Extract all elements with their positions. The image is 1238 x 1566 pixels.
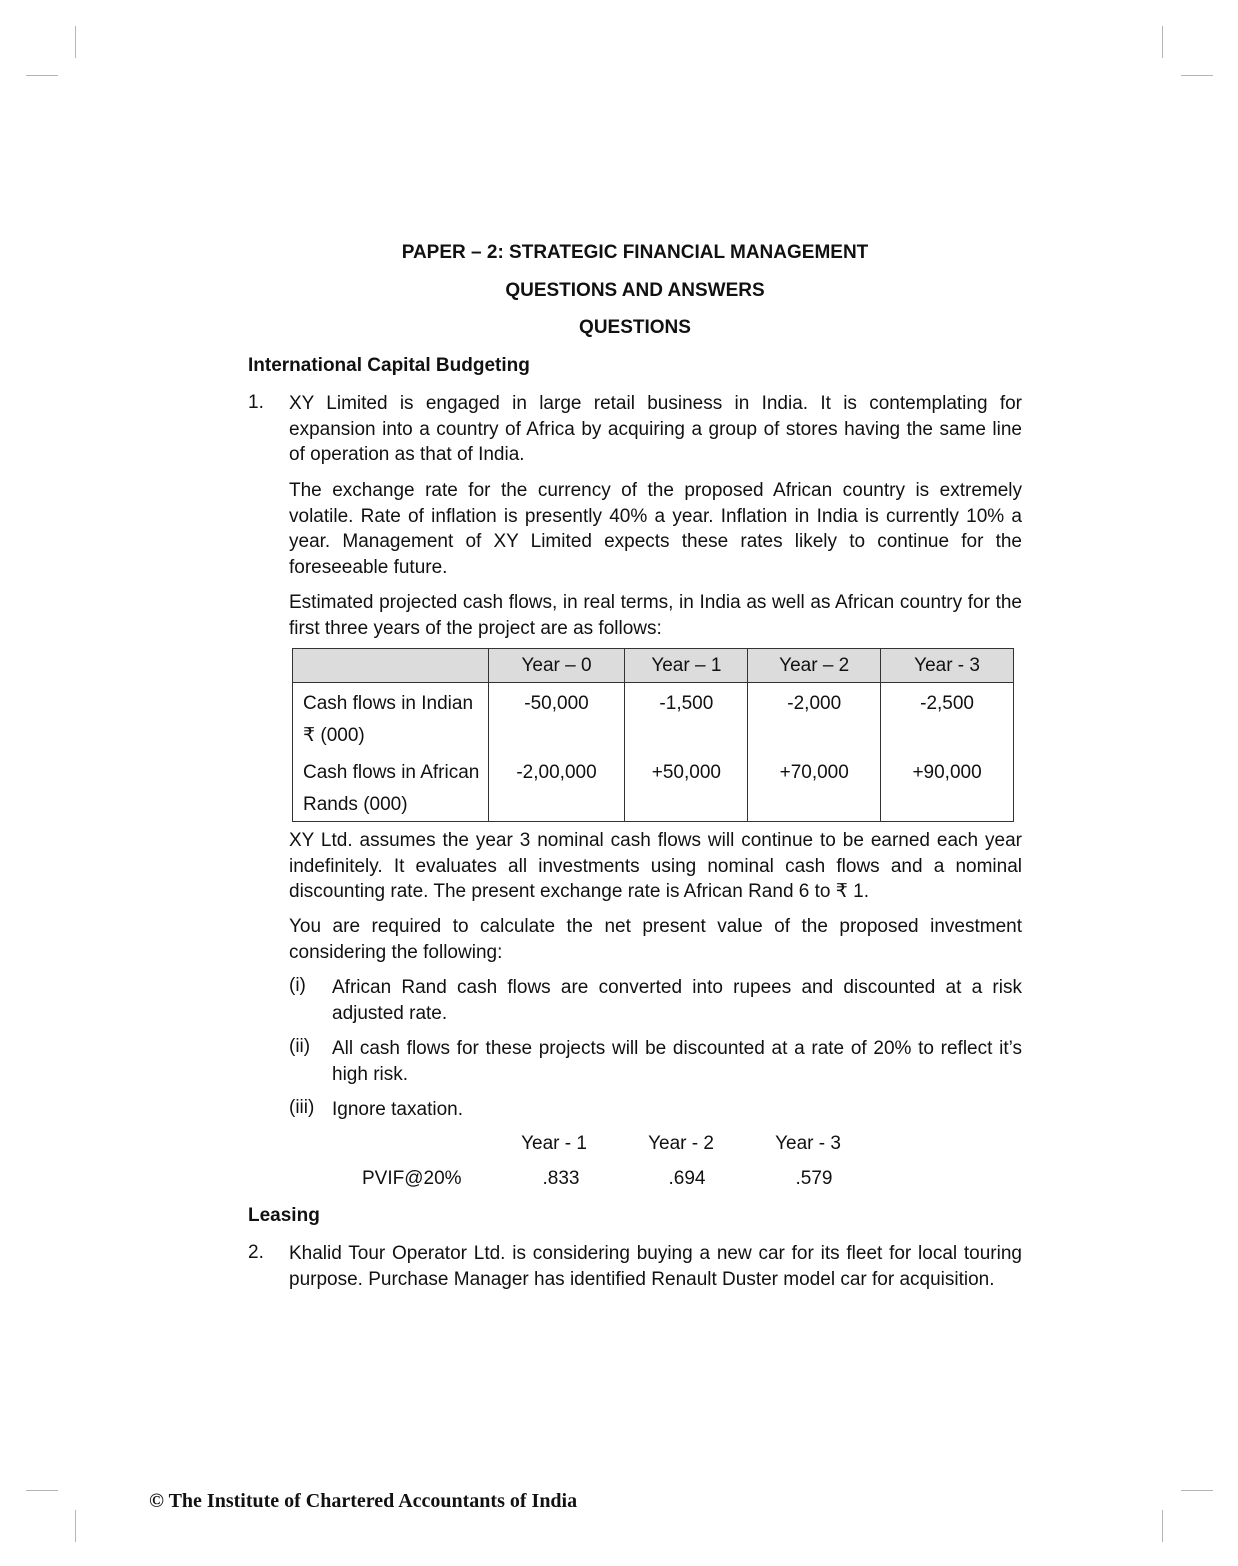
- page-subtitle: QUESTIONS AND ANSWERS: [505, 280, 765, 301]
- list-item: Ignore taxation.: [332, 1099, 463, 1120]
- crop-mark: [1162, 1510, 1163, 1542]
- table-cell: -50,000: [488, 683, 625, 753]
- pvif-year-header: Year - 1: [521, 1133, 587, 1154]
- question-paragraph: Khalid Tour Operator Ltd. is considering buying a new car for its fleet for local touring purpose. Purchase Manager has identified Renault Duster model car for acquisition.: [289, 1243, 1022, 1290]
- question-number: 2.: [248, 1242, 264, 1263]
- footer-copyright: © The Institute of Chartered Accountants of India: [149, 1490, 578, 1512]
- table-cell: -2,500: [881, 683, 1014, 753]
- table-row-label: Cash flows in African Rands (000): [293, 752, 489, 822]
- list-item: All cash flows for these projects will be discounted at a rate of 20% to reflect it’s high risk.: [332, 1038, 1022, 1085]
- crop-mark: [75, 26, 76, 58]
- table-cell: -1,500: [625, 683, 748, 753]
- paper-title: PAPER – 2: STRATEGIC FINANCIAL MANAGEMENT: [401, 242, 869, 263]
- pvif-year-header: Year - 2: [648, 1133, 714, 1154]
- question-paragraph: Estimated projected cash flows, in real terms, in India as well as African country for the first three years of the project are as follows:: [289, 592, 1022, 639]
- section-title: QUESTIONS: [579, 317, 691, 338]
- question-number: 1.: [248, 392, 264, 413]
- question-paragraph: XY Ltd. assumes the year 3 nominal cash flows will continue to be earned each year indefinitely. It evaluates all investments using nominal cash flows and a nominal discounting rate. The present exchange rate is African Rand 6 to ₹ 1.: [289, 830, 1022, 902]
- question-paragraph: You are required to calculate the net present value of the proposed investment considering the following:: [289, 916, 1022, 963]
- pvif-value: .833: [542, 1168, 580, 1189]
- table-header-cell: Year – 2: [748, 649, 881, 683]
- section-heading-leasing: Leasing: [248, 1205, 320, 1226]
- table-row-label: Cash flows in Indian ₹ (000): [293, 683, 489, 753]
- section-heading-capital-budgeting: International Capital Budgeting: [248, 355, 530, 376]
- table-cell: -2,000: [748, 683, 881, 753]
- crop-mark: [75, 1510, 76, 1542]
- table-cell: -2,00,000: [488, 752, 625, 822]
- table-row: [293, 752, 1014, 822]
- crop-mark: [1181, 1490, 1213, 1491]
- table-header-cell: Year – 1: [625, 649, 748, 683]
- pvif-value: .694: [668, 1168, 706, 1189]
- question-paragraph: XY Limited is engaged in large retail business in India. It is contemplating for expansion into a country of Africa by acquiring a group of stores having the same line of operation as that of India.: [289, 393, 1022, 465]
- table-cell: +50,000: [625, 752, 748, 822]
- list-item-number: (iii): [289, 1097, 315, 1118]
- list-item-number: (ii): [289, 1036, 311, 1057]
- table-header-cell: Year - 3: [881, 649, 1014, 683]
- crop-mark: [1181, 75, 1213, 76]
- table-header-cell: Year – 0: [488, 649, 625, 683]
- list-item-number: (i): [289, 975, 306, 996]
- pvif-label: PVIF@20%: [362, 1168, 462, 1189]
- pvif-value: .579: [795, 1168, 833, 1189]
- table-row: [293, 683, 1014, 753]
- crop-mark: [26, 1490, 58, 1491]
- table-header-cell: [293, 649, 489, 683]
- crop-mark: [26, 75, 58, 76]
- list-item: African Rand cash flows are converted into rupees and discounted at a risk adjusted rate.: [332, 977, 1022, 1024]
- cash-flow-table: [292, 648, 1014, 822]
- crop-mark: [1162, 26, 1163, 58]
- pvif-year-header: Year - 3: [775, 1133, 841, 1154]
- table-cell: +70,000: [748, 752, 881, 822]
- table-header-row: [293, 649, 1014, 683]
- table-cell: +90,000: [881, 752, 1014, 822]
- question-paragraph: The exchange rate for the currency of the proposed African country is extremely volatile. Rate of inflation is presently 40% a year. Inflation in India is currently 10% a year. Management of XY Limited expects these rates likely to continue for the foreseeable future.: [289, 480, 1022, 578]
